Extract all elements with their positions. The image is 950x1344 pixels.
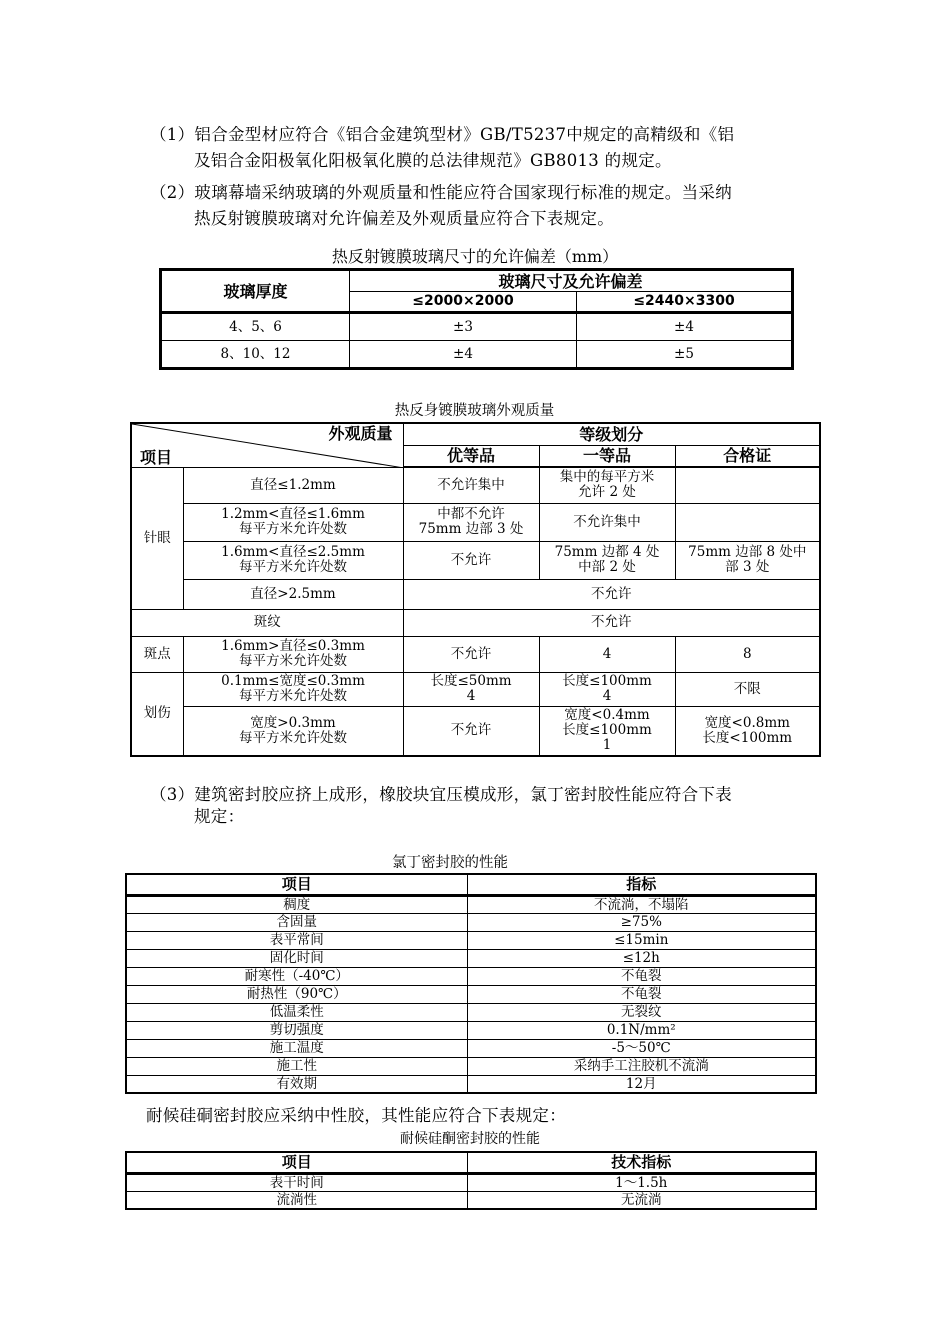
cell-grade-1: 不允许	[403, 541, 539, 579]
cell-item: 流淌性	[126, 1191, 467, 1209]
cell-grade-1	[403, 503, 539, 541]
paragraph-3-line-1: （3）建筑密封胶应挤上成形，橡胶块宜压模成形，氯丁密封胶性能应符合下表	[150, 785, 732, 804]
cell-line: 长度<100mm	[702, 729, 793, 746]
cell-item: 直径>2.5mm	[183, 579, 403, 609]
table-row	[161, 313, 793, 341]
cell-line: 1.2mm<直径≤1.6mm	[221, 506, 365, 522]
cell-value: 0.1N/mm²	[467, 1021, 816, 1039]
paragraph-1-line-1: （1）铝合金型材应符合《铝合金建筑型材》GB/T5237中规定的高精级和《铝	[150, 125, 735, 144]
cell-grade-2	[539, 672, 675, 706]
header-grade-2: 一等品	[539, 445, 675, 467]
cell-value: 12月	[467, 1075, 816, 1093]
cell-line: 75mm 边部 3 处	[418, 521, 524, 537]
header-grade-3: 合格证	[675, 445, 820, 467]
table-row	[126, 913, 816, 931]
table-row	[161, 341, 793, 369]
appearance-quality-table	[130, 422, 821, 757]
cell-grade-3: 不限	[675, 672, 820, 706]
table-row	[126, 1173, 816, 1191]
table-row	[131, 706, 820, 756]
header-index: 指标	[467, 874, 816, 895]
cell-thickness: 8、10、12	[161, 341, 350, 369]
cell-value: 1～1.5h	[467, 1173, 816, 1191]
cell-item: 含固量	[126, 913, 467, 931]
cell-item: 低温柔性	[126, 1003, 467, 1021]
cell-value: ≥75%	[467, 913, 816, 931]
paragraph-1	[150, 122, 820, 174]
neoprene-sealant-table	[125, 873, 817, 1094]
header-size-2000: ≤2000×2000	[350, 292, 577, 313]
table-row	[126, 949, 816, 967]
table-row	[126, 1191, 816, 1209]
cell-value: 采纳手工注胶机不流淌	[467, 1057, 816, 1075]
header-item: 项目	[126, 1152, 467, 1173]
table-row	[131, 579, 820, 609]
cell-grade-1: 不允许	[403, 706, 539, 756]
cell-grade-2	[539, 467, 675, 503]
header-diagonal-cell	[131, 423, 403, 467]
cell-line: 4	[466, 688, 476, 704]
table-row	[126, 1057, 816, 1075]
header-size-tolerance: 玻璃尺寸及允许偏差	[350, 270, 793, 292]
cell-value: 无裂纹	[467, 1003, 816, 1021]
cell-line: 1.6mm>直径≤0.3mm	[221, 638, 365, 654]
cell-thickness: 4、5、6	[161, 313, 350, 341]
table-row	[126, 967, 816, 985]
table-4-caption: 耐候硅酮密封胶的性能	[400, 1131, 540, 1147]
header-appearance: 外观质量	[328, 424, 393, 443]
header-grade-1: 优等品	[403, 445, 539, 467]
cell-line: 1.6mm<直径≤2.5mm	[221, 544, 365, 560]
paragraph-3-line-2: 规定：	[194, 807, 245, 826]
cell-tolerance-a: ±3	[350, 313, 577, 341]
cell-line: 允许 2 处	[578, 484, 636, 501]
paragraph-2-line-2: 热反射镀膜玻璃对允许偏差及外观质量应符合下表规定。	[194, 209, 614, 228]
cell-line: 75mm 边部 8 处中	[688, 544, 807, 560]
cell-value: ≤15min	[467, 931, 816, 949]
cell-tolerance-a: ±4	[350, 341, 577, 369]
cell-grade-3: 8	[675, 636, 820, 672]
cell-item	[183, 672, 403, 706]
table-row	[131, 672, 820, 706]
table-row	[131, 541, 820, 579]
cell-line: 每平方米允许处数	[239, 653, 347, 669]
table-row	[126, 1039, 816, 1057]
table-row	[126, 895, 816, 913]
cell-value: ≤12h	[467, 949, 816, 967]
cell-line: 部 3 处	[725, 559, 770, 575]
cell-item: 施工性	[126, 1057, 467, 1075]
paragraph-2-line-1: （2）玻璃幕墙采纳玻璃的外观质量和性能应符合国家现行标准的规定。当采纳	[150, 183, 732, 202]
table-row	[131, 609, 820, 636]
header-grade: 等级划分	[403, 423, 820, 445]
table-3-caption: 氯丁密封胶的性能	[392, 855, 508, 871]
paragraph-4: 耐候硅硐密封胶应采纳中性胶，其性能应符合下表规定：	[146, 1106, 566, 1125]
cell-grade-1: 不允许集中	[403, 467, 539, 503]
table-1-caption: 热反射镀膜玻璃尺寸的允许偏差（mm）	[331, 247, 619, 266]
header-item: 项目	[140, 447, 173, 467]
cell-item: 有效期	[126, 1075, 467, 1093]
cell-line: 每平方米允许处数	[239, 521, 347, 537]
cell-line: 中部 2 处	[578, 559, 636, 575]
cell-grade-2	[539, 706, 675, 756]
cell-line: 中都不允许	[437, 506, 505, 522]
table-row	[131, 467, 820, 503]
table-row	[126, 1075, 816, 1093]
header-size-2440: ≤2440×3300	[577, 292, 793, 313]
cell-line: 每平方米允许处数	[239, 729, 347, 746]
cell-grade-1	[403, 672, 539, 706]
cell-item	[183, 636, 403, 672]
cell-item: 表平常间	[126, 931, 467, 949]
cell-line: 0.1mm≤宽度≤0.3mm	[221, 673, 365, 689]
cell-item: 施工温度	[126, 1039, 467, 1057]
cell-value: 不龟裂	[467, 967, 816, 985]
cell-item: 耐热性（90℃）	[126, 985, 467, 1003]
cell-all-grades: 不允许	[403, 579, 820, 609]
cell-line: 4	[602, 688, 612, 704]
table-row	[131, 503, 820, 541]
cell-value: 不流淌，不塌陷	[467, 895, 816, 913]
cell-tolerance-b: ±5	[577, 341, 793, 369]
cell-line: 长度≤50mm	[430, 673, 512, 689]
table-row	[126, 985, 816, 1003]
paragraph-1-line-2: 及铝合金阳极氧化阳极氧化膜的总法律规范》GB8013 的规定。	[194, 151, 672, 170]
cell-value: 不龟裂	[467, 985, 816, 1003]
header-item: 项目	[126, 874, 467, 895]
cell-item	[183, 706, 403, 756]
cell-grade-3	[675, 503, 820, 541]
group-pinhole: 针眼	[131, 467, 183, 609]
cell-line: 宽度<0.8mm	[704, 714, 790, 731]
cell-grade-1: 不允许	[403, 636, 539, 672]
cell-value: -5～50℃	[467, 1039, 816, 1057]
cell-item: 斑纹	[131, 609, 403, 636]
cell-tolerance-b: ±4	[577, 313, 793, 341]
table-2-caption: 热反身镀膜玻璃外观质量	[394, 403, 555, 419]
cell-item: 表干时间	[126, 1173, 467, 1191]
cell-item: 稠度	[126, 895, 467, 913]
paragraph-3	[150, 782, 820, 826]
cell-grade-3	[675, 706, 820, 756]
cell-all-grades: 不允许	[403, 609, 820, 636]
cell-line: 每平方米允许处数	[239, 688, 347, 704]
table-row	[131, 636, 820, 672]
silicone-sealant-table	[125, 1151, 817, 1210]
glass-size-tolerance-table	[159, 268, 794, 370]
cell-line: 长度≤100mm	[562, 673, 652, 689]
cell-line: 宽度<0.4mm	[564, 707, 650, 724]
cell-line: 1	[602, 737, 612, 754]
paragraph-2	[150, 180, 820, 232]
cell-grade-3	[675, 467, 820, 503]
header-index: 技术指标	[467, 1152, 816, 1173]
group-spot: 斑点	[131, 636, 183, 672]
cell-item: 直径≤1.2mm	[183, 467, 403, 503]
cell-item	[183, 541, 403, 579]
cell-item	[183, 503, 403, 541]
cell-grade-3	[675, 541, 820, 579]
group-scratch: 划伤	[131, 672, 183, 756]
cell-line: 75mm 边都 4 处	[554, 544, 660, 560]
cell-line: 长度≤100mm	[562, 722, 652, 739]
table-row	[126, 1021, 816, 1039]
cell-value: 无流淌	[467, 1191, 816, 1209]
header-glass-thickness: 玻璃厚度	[161, 270, 350, 313]
cell-item: 剪切强度	[126, 1021, 467, 1039]
cell-grade-2: 4	[539, 636, 675, 672]
table-row	[126, 931, 816, 949]
cell-line: 每平方米允许处数	[239, 559, 347, 575]
cell-grade-2	[539, 541, 675, 579]
cell-grade-2: 不允许集中	[539, 503, 675, 541]
cell-item: 耐寒性（-40℃）	[126, 967, 467, 985]
cell-item: 固化时间	[126, 949, 467, 967]
cell-line: 集中的每平方米	[559, 469, 655, 486]
cell-line: 宽度>0.3mm	[250, 714, 336, 731]
table-row	[126, 1003, 816, 1021]
